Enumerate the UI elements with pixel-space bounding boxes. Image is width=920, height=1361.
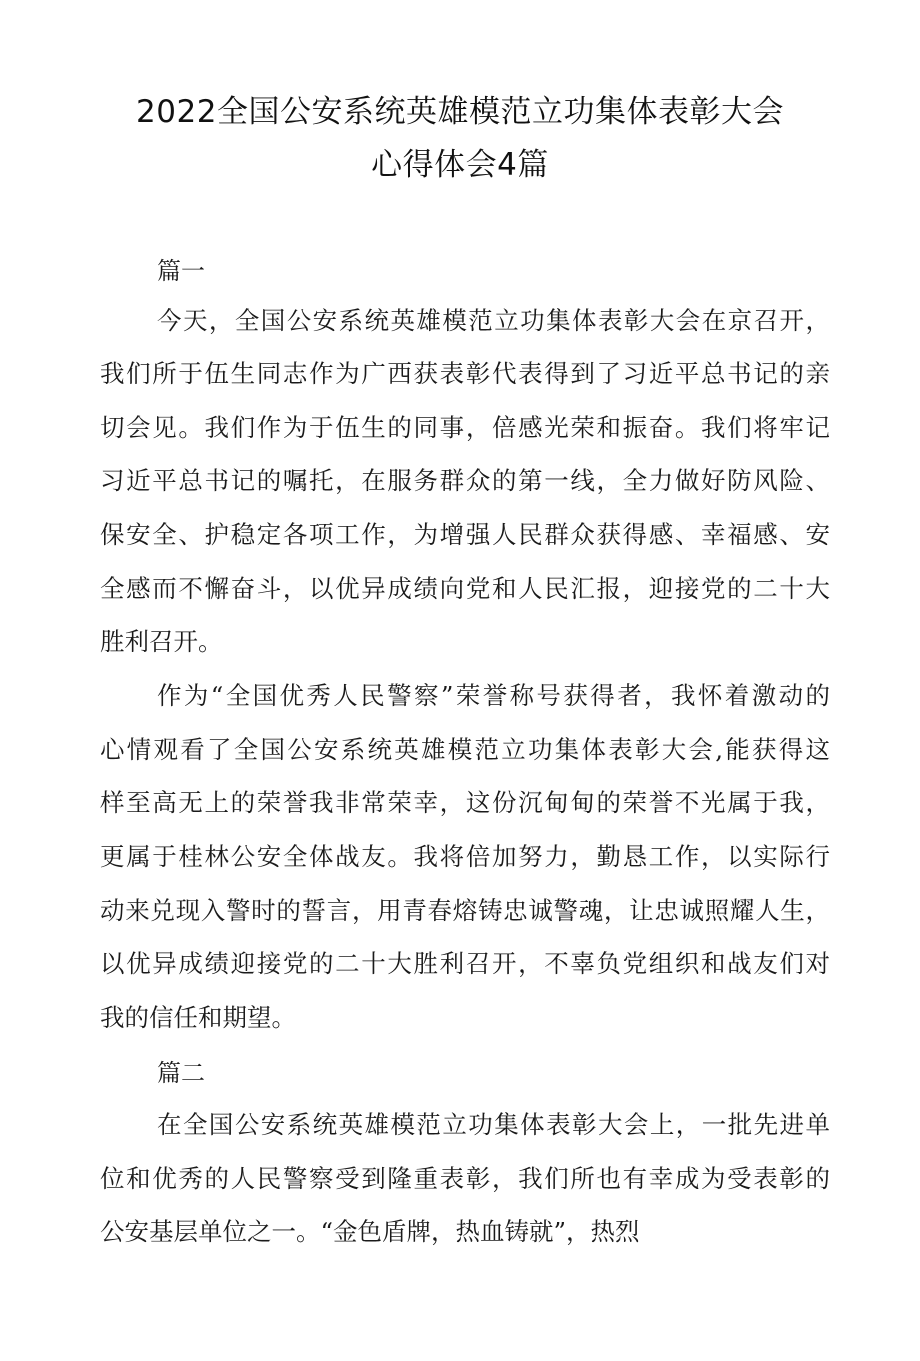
paragraph-line: 作为“全国优秀人民警察”荣誉称号获得者，我怀着激动的 (157, 681, 830, 710)
section-heading-2: 篇二 (157, 1059, 205, 1087)
section-heading-1: 篇一 (157, 257, 205, 285)
paragraph-line: 心情观看了全国公安系统英雄模范立功集体表彰大会,能获得这 (100, 735, 830, 764)
paragraph-line: 以优异成绩迎接党的二十大胜利召开，不辜负党组织和战友们对 (100, 949, 830, 978)
paragraph-line: 切会见。我们作为于伍生的同事，倍感光荣和振奋。我们将牢记 (100, 413, 830, 442)
paragraph-line: 公安基层单位之一。“金色盾牌，热血铸就”，热烈 (100, 1217, 640, 1246)
paragraph-line: 胜利召开。 (100, 627, 223, 656)
paragraph-line: 在全国公安系统英雄模范立功集体表彰大会上，一批先进单 (157, 1110, 830, 1139)
paragraph-line: 全感而不懈奋斗，以优异成绩向党和人民汇报，迎接党的二十大 (100, 574, 830, 603)
document-title-line-1: 2022全国公安系统英雄模范立功集体表彰大会 (136, 94, 784, 130)
paragraph-line: 保安全、护稳定各项工作，为增强人民群众获得感、幸福感、安 (100, 520, 830, 549)
document-title-line-2: 心得体会4篇 (371, 147, 549, 183)
paragraph-line: 我的信任和期望。 (100, 1003, 296, 1032)
paragraph-line: 今天，全国公安系统英雄模范立功集体表彰大会在京召开， (157, 306, 830, 335)
paragraph-line: 我们所于伍生同志作为广西获表彰代表得到了习近平总书记的亲 (100, 359, 830, 388)
paragraph-line: 习近平总书记的嘱托，在服务群众的第一线，全力做好防风险、 (100, 466, 830, 495)
paragraph-line: 更属于桂林公安全体战友。我将倍加努力，勤恳工作，以实际行 (100, 842, 830, 871)
paragraph-line: 位和优秀的人民警察受到隆重表彰，我们所也有幸成为受表彰的 (100, 1164, 830, 1193)
paragraph-line: 动来兑现入警时的誓言，用青春熔铸忠诚警魂，让忠诚照耀人生， (100, 896, 830, 925)
paragraph-line: 样至高无上的荣誉我非常荣幸，这份沉甸甸的荣誉不光属于我， (100, 788, 830, 817)
